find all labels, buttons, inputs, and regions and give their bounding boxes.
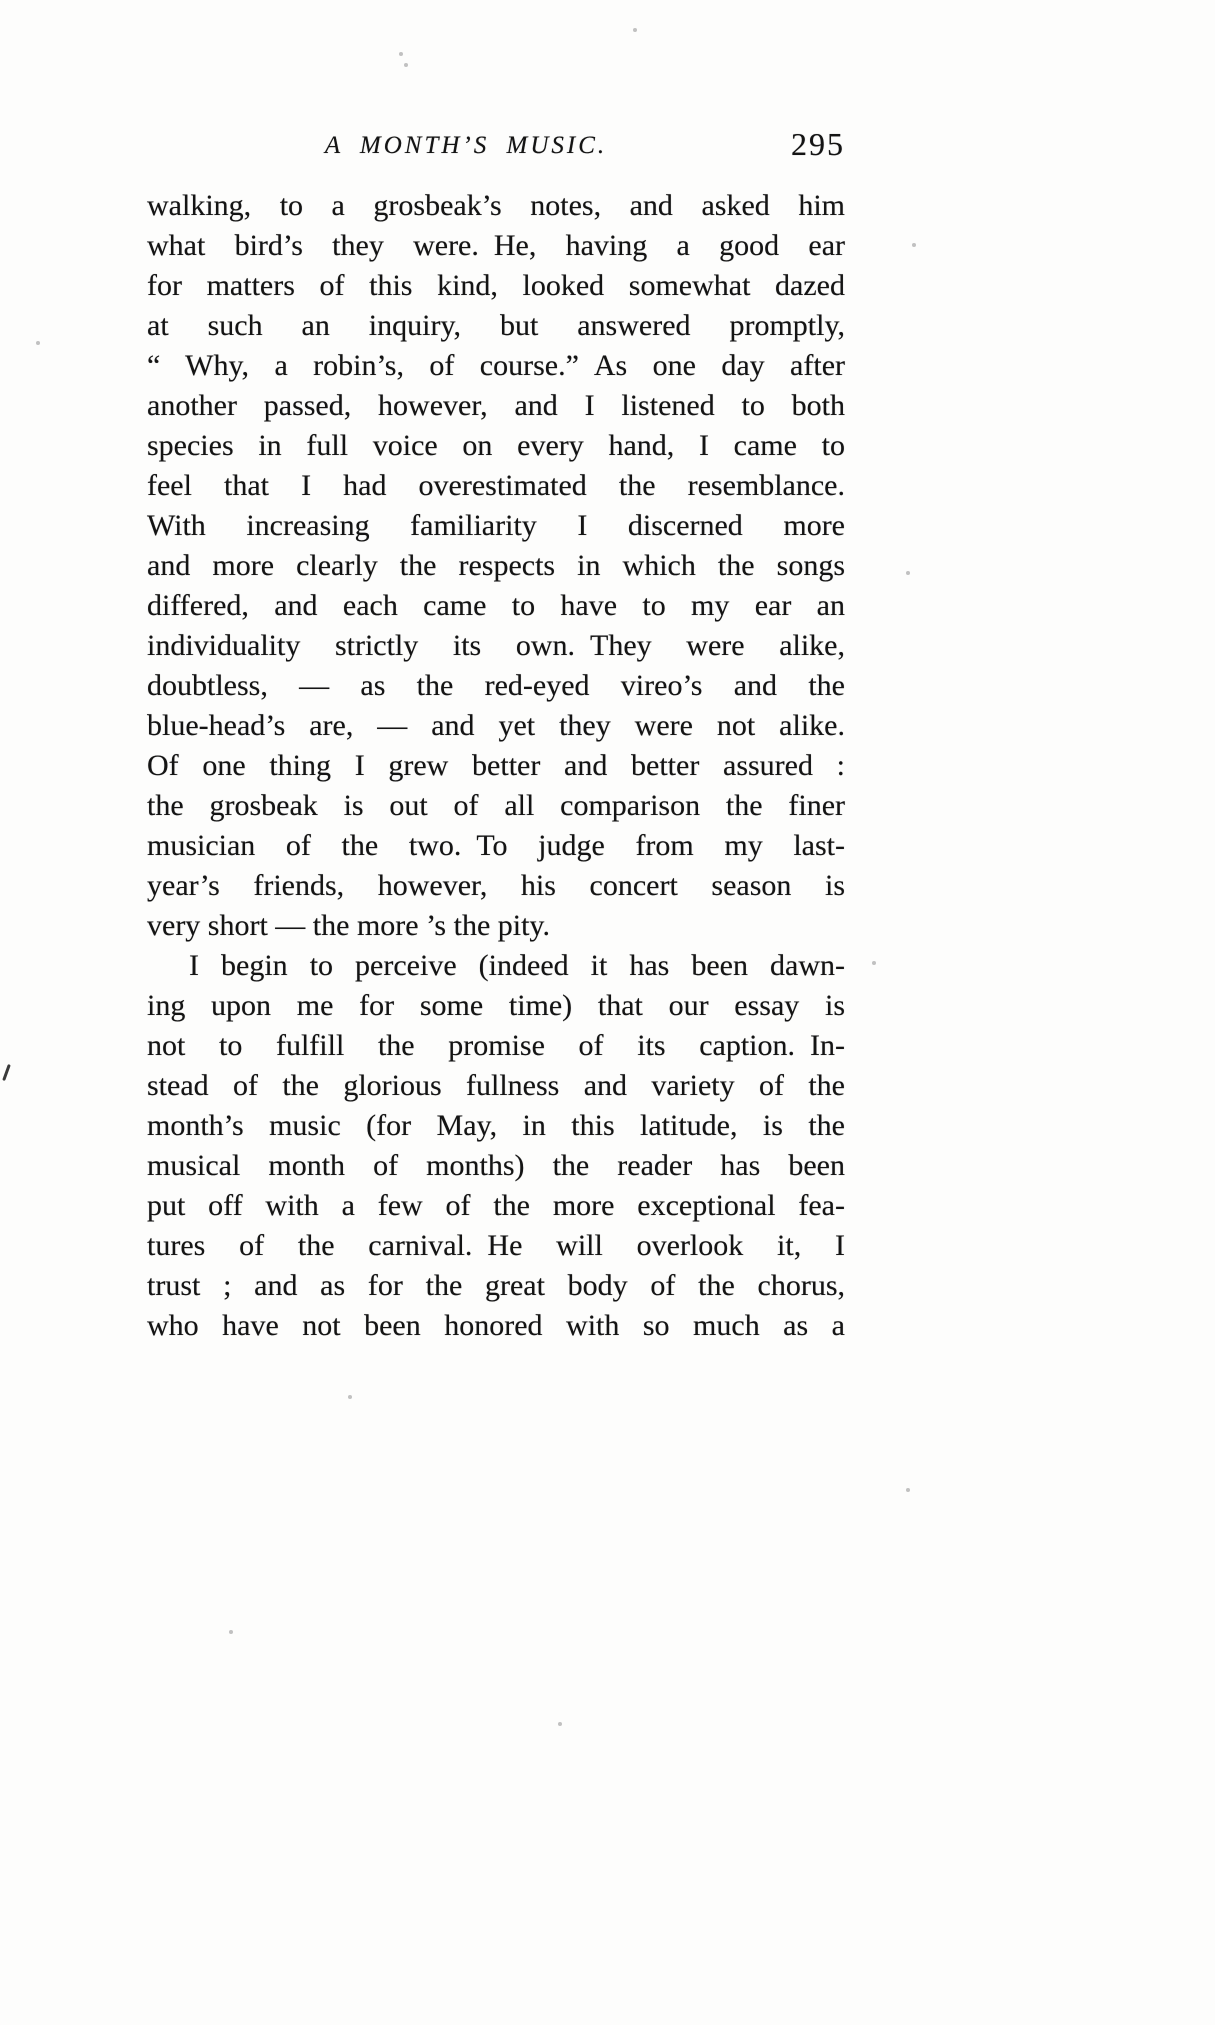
text-line: not to fulfill the promise of its caption. In- xyxy=(147,1029,845,1062)
text-line: for matters of this kind, looked somewhat dazed xyxy=(147,269,845,302)
text-line: individuality strictly its own. They were alike, xyxy=(147,629,845,662)
text-line: I begin to perceive (indeed it has been dawn- xyxy=(189,949,845,982)
text-line: With increasing familiarity I discerned more xyxy=(147,509,845,542)
text-line: who have not been honored with so much as a xyxy=(147,1309,845,1342)
scan-speck xyxy=(348,1395,352,1399)
scan-speck xyxy=(229,1630,233,1634)
text-line: put off with a few of the more exceptional fea- xyxy=(147,1189,845,1222)
text-line: very short — the more ’s the pity. xyxy=(147,909,550,942)
text-line: walking, to a grosbeak’s notes, and asked him xyxy=(147,189,845,222)
body-text xyxy=(147,186,845,1346)
paragraph xyxy=(147,946,845,1346)
text-line: feel that I had overestimated the resemblance. xyxy=(147,469,845,502)
text-line: another passed, however, and I listened to both xyxy=(147,389,845,422)
text-line: at such an inquiry, but answered promptly, xyxy=(147,309,845,342)
scan-speck xyxy=(872,961,876,965)
scan-speck xyxy=(558,1722,562,1726)
scan-speck xyxy=(633,28,637,32)
scan-speck xyxy=(399,52,403,56)
text-line: trust ; and as for the great body of the chorus, xyxy=(147,1269,845,1302)
text-line: “ Why, a robin’s, of course.” As one day after xyxy=(147,349,845,382)
text-line: year’s friends, however, his concert season is xyxy=(147,869,845,902)
text-line: species in full voice on every hand, I came to xyxy=(147,429,845,462)
text-line: musician of the two. To judge from my last- xyxy=(147,829,845,862)
text-line: ing upon me for some time) that our essay is xyxy=(147,989,845,1022)
scan-speck xyxy=(404,63,408,67)
text-line: doubtless, — as the red-eyed vireo’s and the xyxy=(147,669,845,702)
book-page xyxy=(147,126,845,1346)
text-line: blue-head’s are, — and yet they were not alike. xyxy=(147,709,845,742)
paragraph xyxy=(147,186,845,946)
running-title: A MONTH’S MUSIC. xyxy=(324,132,608,159)
running-head xyxy=(147,126,845,172)
page-number: 295 xyxy=(791,126,845,162)
scan-speck xyxy=(906,1488,910,1492)
text-line: stead of the glorious fullness and variety of the xyxy=(147,1069,845,1102)
scan-speck xyxy=(906,571,910,575)
text-line: Of one thing I grew better and better assured : xyxy=(147,749,845,782)
text-line: the grosbeak is out of all comparison the finer xyxy=(147,789,845,822)
text-line: musical month of months) the reader has been xyxy=(147,1149,845,1182)
text-line: tures of the carnival. He will overlook it, I xyxy=(147,1229,845,1262)
text-line: what bird’s they were. He, having a good ear xyxy=(147,229,845,262)
text-line: differed, and each came to have to my ear an xyxy=(147,589,845,622)
scan-pen-mark xyxy=(2,1064,11,1081)
scan-speck xyxy=(36,341,40,345)
text-line: month’s music (for May, in this latitude, is the xyxy=(147,1109,845,1142)
text-line: and more clearly the respects in which the songs xyxy=(147,549,845,582)
scan-speck xyxy=(912,243,916,247)
